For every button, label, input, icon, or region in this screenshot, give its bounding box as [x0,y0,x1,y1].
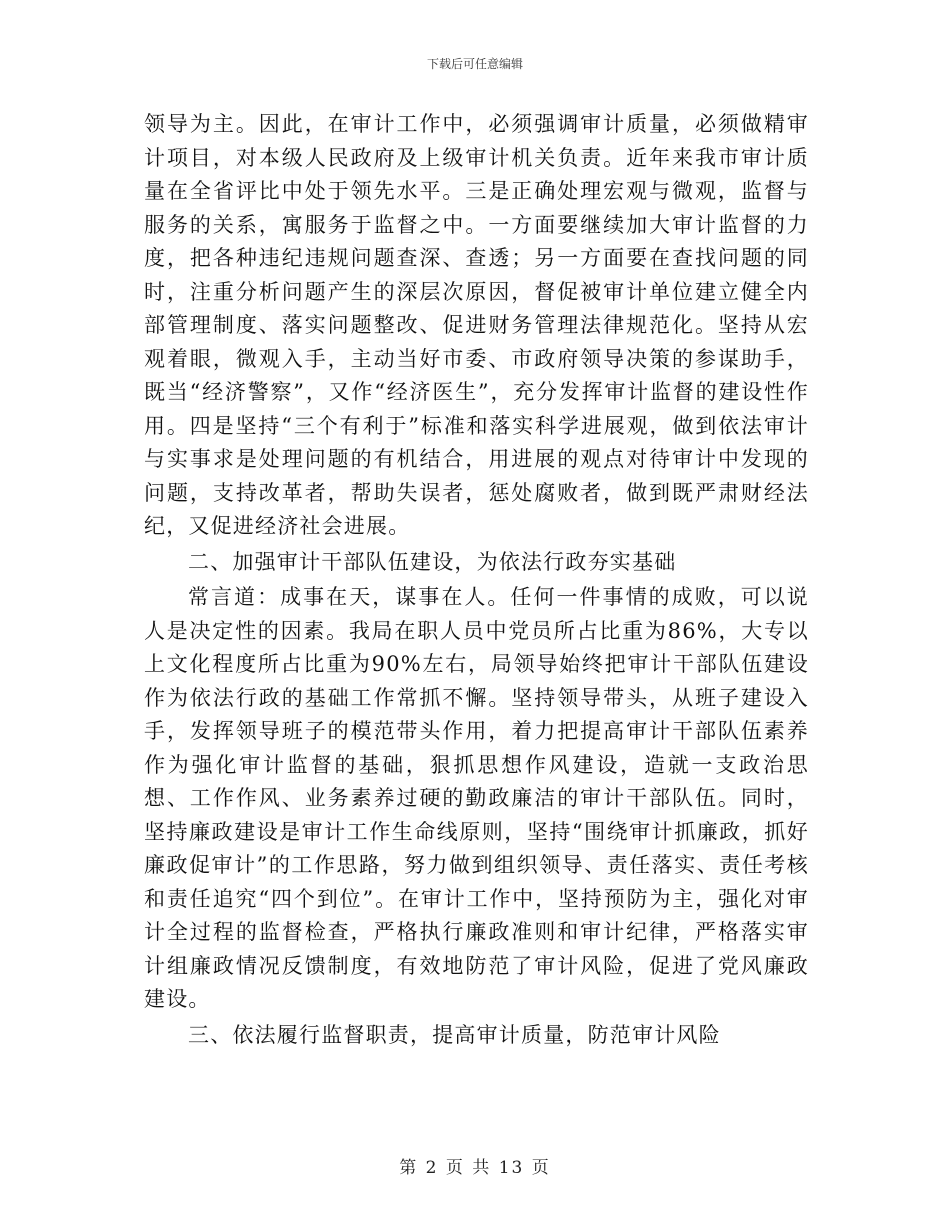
document-body [144,108,809,1054]
body-paragraph: 领导为主。因此，在审计工作中，必须强调审计质量，必须做精审计项目，对本级人民政府及上级审计机关负责。近年来我市审计质量在全省评比中处于领先水平。三是正确处理宏观与微观，监督与服务的关系，寓服务于监督之中。一方面要继续加大审计监督的力度，把各种违纪违规问题查深、查透；另一方面要在查找问题的同时，注重分析问题产生的深层次原因，督促被审计单位建立健全内部管理制度、落实问题整改、促进财务管理法律规范化。坚持从宏观着眼，微观入手，主动当好市委、市政府领导决策的参谋助手，既当“经济警察”，又作“经济医生”，充分发挥审计监督的建设性作用。四是坚持“三个有利于”标准和落实科学进展观，做到依法审计与实事求是处理问题的有机结合，用进展的观点对待审计中发现的问题，支持改革者，帮助失误者，惩处腐败者，做到既严肃财经法纪，又促进经济社会进展。 [144,112,809,538]
page-number: 第 2 页 共 13 页 [399,1158,551,1178]
page-header: 下载后可任意编辑 [426,57,523,71]
section-heading: 二、加强审计干部队伍建设，为依法行政夯实基础 [188,549,677,574]
body-paragraph: 常言道：成事在天，谋事在人。任何一件事情的成败，可以说人是决定性的因素。我局在职人员中党员所占比重为86%，大专以上文化程度所占比重为90%左右，局领导始终把审计干部队伍建设作为依法行政的基础工作常抓不懈。坚持领导带头，从班子建设入手，发挥领导班子的模范带头作用，着力把提高审计干部队伍素养作为强化审计监督的基础，狠抓思想作风建设，造就一支政治思想、工作作风、业务素养过硬的勤政廉洁的审计干部队伍。同时，坚持廉政建设是审计工作生命线原则，坚持“围绕审计抓廉政，抓好廉政促审计”的工作思路，努力做到组织领导、责任落实、责任考核和责任追究“四个到位”。在审计工作中，坚持预防为主，强化对审计全过程的监督检查，严格执行廉政准则和审计纪律，严格落实审计组廉政情况反馈制度，有效地防范了审计风险，促进了党风廉政建设。 [144,585,809,1011]
section-heading: 三、依法履行监督职责，提高审计质量，防范审计风险 [188,1022,721,1047]
